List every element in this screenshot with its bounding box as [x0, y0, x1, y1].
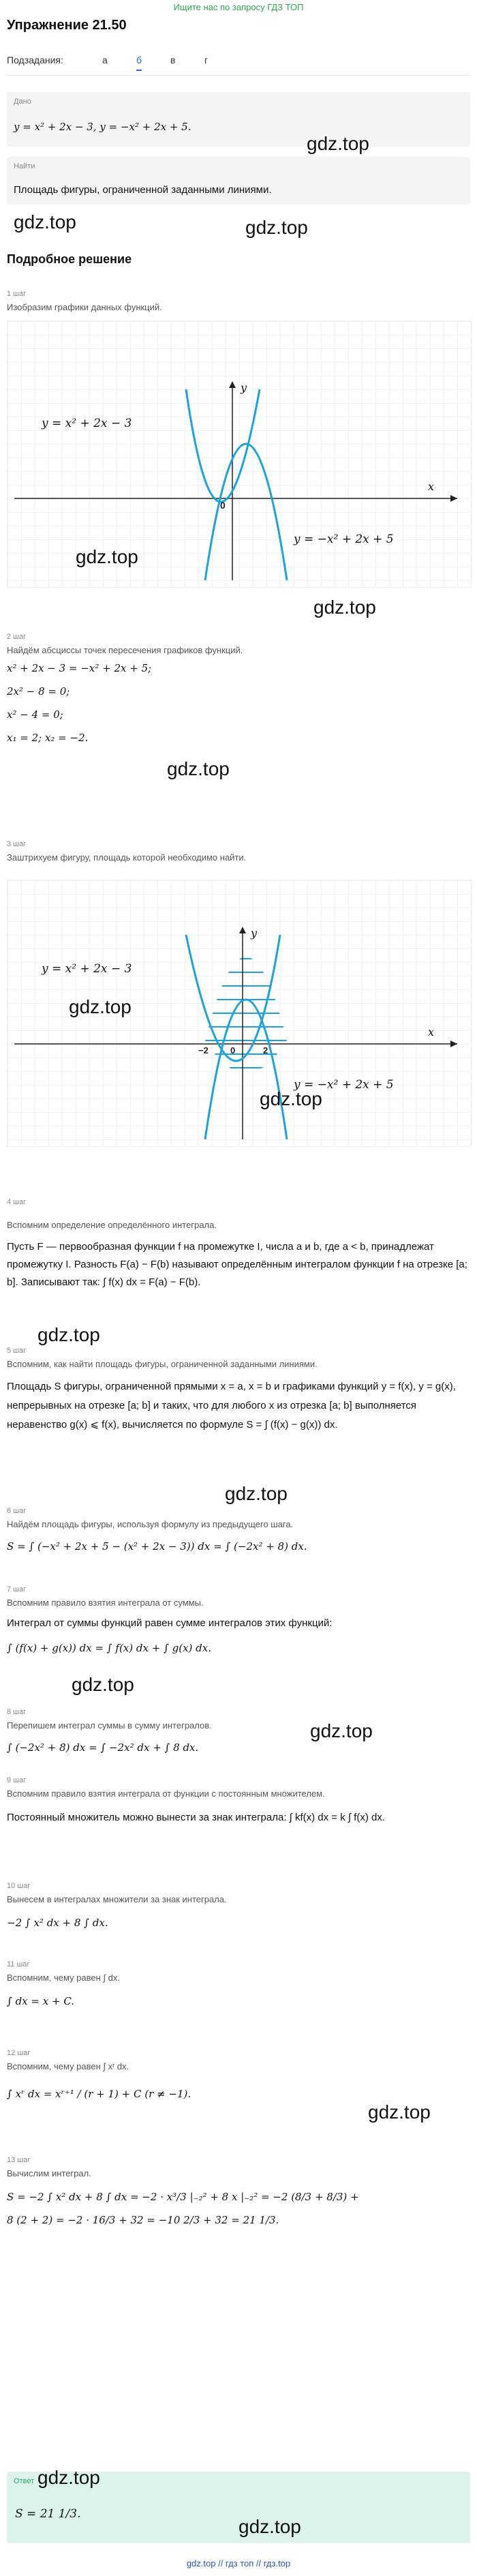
solution-heading: Подробное решение: [7, 252, 132, 266]
step-label: 6 шаг: [7, 1507, 27, 1515]
watermark: gdz.top: [260, 1088, 322, 1109]
step-5: [7, 1347, 470, 1435]
find-label: Найти: [14, 162, 35, 170]
step-formula: ∫ (f(x) + g(x)) dx = ∫ f(x) dx + ∫ g(x) dx.: [7, 1642, 211, 1654]
label-y: y: [251, 927, 258, 940]
step-desc: Вспомним, чему равен ∫ xʳ dx.: [7, 2061, 129, 2071]
eq-line: x² + 2x − 3 = −x² + 2x + 5;: [7, 662, 152, 674]
step-formula: S = −2 ∫ x² dx + 8 ∫ dx = −2 · x³/3 |₋₂² + 8 x |₋₂² = −2 (8/3 + 8/3) +: [7, 2191, 359, 2203]
watermark: gdz.top: [37, 1324, 100, 1345]
given-label: Дано: [14, 98, 31, 106]
step-label: 3 шаг: [7, 840, 27, 848]
watermark: gdz.top: [310, 1720, 373, 1741]
watermark: gdz.top: [313, 597, 376, 618]
label-minus-two: −2: [198, 1045, 209, 1055]
watermark: gdz.top: [368, 2101, 431, 2123]
step-10: [7, 1882, 470, 1929]
step-desc: Изобразим графики данных функций.: [7, 302, 162, 312]
answer-label: Ответ: [14, 2477, 35, 2485]
step-label: 4 шаг: [7, 1198, 27, 1206]
footer: gdz.top // гдз топ // гдз.top: [186, 2558, 291, 2568]
answer-value: S = 21 1/3.: [15, 2507, 81, 2521]
step-text: Постоянный множитель можно вынести за знак интеграла: ∫ kf(x) dx = k ∫ f(x) dx.: [7, 1812, 385, 1823]
step-label: 12 шаг: [7, 2049, 31, 2057]
step-label: 5 шаг: [7, 1347, 27, 1355]
step-label: 1 шаг: [7, 290, 27, 298]
step-label: 8 шаг: [7, 1708, 27, 1716]
page-title: Упражнение 21.50: [7, 18, 127, 33]
step-desc: Вспомним правило взятия интеграла от функции с постоянным множителем.: [7, 1788, 325, 1799]
label-f2: y = −x² + 2x + 5: [294, 533, 394, 546]
step-desc: Найдём площадь фигуры, используя формулу из предыдущего шага.: [7, 1519, 294, 1529]
step-12: [7, 2049, 470, 2100]
step-formula: ∫ xʳ dx = xʳ⁺¹ / (r + 1) + C (r ≠ −1).: [7, 2088, 191, 2100]
step-desc: Вспомним определение определённого интеграла.: [7, 1220, 217, 1230]
step-label: 10 шаг: [7, 1882, 31, 1890]
subtab-v[interactable]: в: [170, 55, 176, 65]
watermark: gdz.top: [76, 546, 138, 567]
watermark: gdz.top: [37, 2467, 100, 2488]
step-13: [7, 2156, 470, 2226]
step-formula: −2 ∫ x² dx + 8 ∫ dx.: [7, 1917, 108, 1929]
given-card: [7, 92, 470, 147]
step-formula: ∫ dx = x + C.: [7, 1995, 75, 2007]
subtab-b[interactable]: б: [136, 55, 142, 71]
step-2: [7, 633, 470, 744]
label-two: 2: [263, 1045, 268, 1055]
label-x: x: [428, 1025, 435, 1038]
eq-line: x² − 4 = 0;: [7, 708, 63, 721]
step-11: [7, 1960, 470, 2007]
given-expression: y = x² + 2x − 3, y = −x² + 2x + 5.: [14, 121, 191, 133]
step-label: 11 шаг: [7, 1960, 30, 1968]
step-3: [7, 840, 470, 863]
step-label: 7 шаг: [7, 1585, 27, 1593]
find-card: [7, 157, 470, 205]
step-text: Пусть F — первообразная функции f на промежутке I, числа a и b, где a < b, принадлежат промежутку I. Разность F(a) − F(b) называют определённым интегралом функции f на отрезке [a; b]. Записывают так: ∫ f(x) dx = F(a) − F(b).: [7, 1241, 467, 1288]
top-banner-link[interactable]: Ищите нас по запросу ГДЗ ТОП: [173, 2, 304, 12]
step-formula: ∫ (−2x² + 8) dx = ∫ −2x² dx + ∫ 8 dx.: [7, 1741, 199, 1754]
step-text: Интеграл от суммы функций равен сумме интегралов этих функций:: [7, 1617, 333, 1629]
step-7: [7, 1585, 470, 1654]
step-formula: 8 (2 + 2) = −2 · 16/3 + 32 = −10 2/3 + 32 = 21 1/3.: [7, 2214, 279, 2226]
watermark: gdz.top: [225, 1483, 288, 1504]
watermark: gdz.top: [14, 211, 76, 233]
step-desc: Вспомним, как найти площадь фигуры, ограниченной заданными линиями.: [7, 1359, 318, 1369]
eq-line: 2x² − 8 = 0;: [7, 685, 70, 698]
step-desc: Вспомним, чему равен ∫ dx.: [7, 1973, 120, 1983]
eq-line: x₁ = 2; x₂ = −2.: [7, 732, 89, 744]
step-desc: Перепишем интеграл суммы в сумму интегралов.: [7, 1720, 212, 1731]
watermark: gdz.top: [69, 996, 132, 1017]
top-banner: [0, 0, 477, 15]
step-9: [7, 1776, 470, 1827]
subitems-label: Подзадания:: [7, 55, 63, 65]
step-label: 2 шаг: [7, 633, 27, 641]
step-desc: Вспомним правило взятия интеграла от суммы.: [7, 1598, 204, 1608]
step-1: [7, 290, 470, 312]
label-f1: y = x² + 2x − 3: [42, 417, 132, 430]
divider: [7, 75, 470, 76]
step-desc: Найдём абсциссы точек пересечения графиков функций.: [7, 645, 243, 655]
find-text: Площадь фигуры, ограниченной заданными линиями.: [14, 184, 272, 196]
label-origin: 0: [220, 500, 226, 511]
step-desc: Вычислим интеграл.: [7, 2168, 91, 2178]
label-x: x: [428, 480, 435, 493]
graph-shaded: [7, 880, 472, 1147]
step-formula: S = ∫ (−x² + 2x + 5 − (x² + 2x − 3)) dx = ∫ (−2x² + 8) dx.: [7, 1540, 307, 1553]
step-desc: Заштрихуем фигуру, площадь которой необходимо найти.: [7, 852, 247, 863]
step-label: 13 шаг: [7, 2156, 31, 2164]
label-y: y: [241, 381, 247, 394]
subtab-a[interactable]: а: [102, 55, 108, 65]
label-f1: y = x² + 2x − 3: [42, 962, 132, 976]
graph-functions: [7, 320, 472, 588]
step-label: 9 шаг: [7, 1776, 27, 1784]
step-desc: Вынесем в интегралах множители за знак интеграла.: [7, 1894, 227, 1904]
watermark: gdz.top: [167, 758, 230, 779]
subtab-g[interactable]: г: [204, 55, 209, 65]
step-6: [7, 1507, 470, 1553]
step-text: Площадь S фигуры, ограниченной прямыми x = a, x = b и графиками функций y = f(x), y = g(x), непрерывных на отрезке [a; b] и таких, что для любого x из отрезка [a; b] выполняется неравенство g(x) ⩽ f(x), вычисляется по формуле S = ∫ (f(x) − g(x)) dx.: [7, 1381, 456, 1431]
label-f2: y = −x² + 2x + 5: [294, 1078, 394, 1092]
watermark: gdz.top: [238, 2516, 301, 2537]
watermark: gdz.top: [307, 133, 369, 154]
watermark: gdz.top: [72, 1674, 134, 1695]
step-8: [7, 1708, 470, 1754]
label-origin: 0: [230, 1045, 236, 1055]
step-4: [7, 1198, 470, 1291]
watermark: gdz.top: [245, 217, 308, 238]
